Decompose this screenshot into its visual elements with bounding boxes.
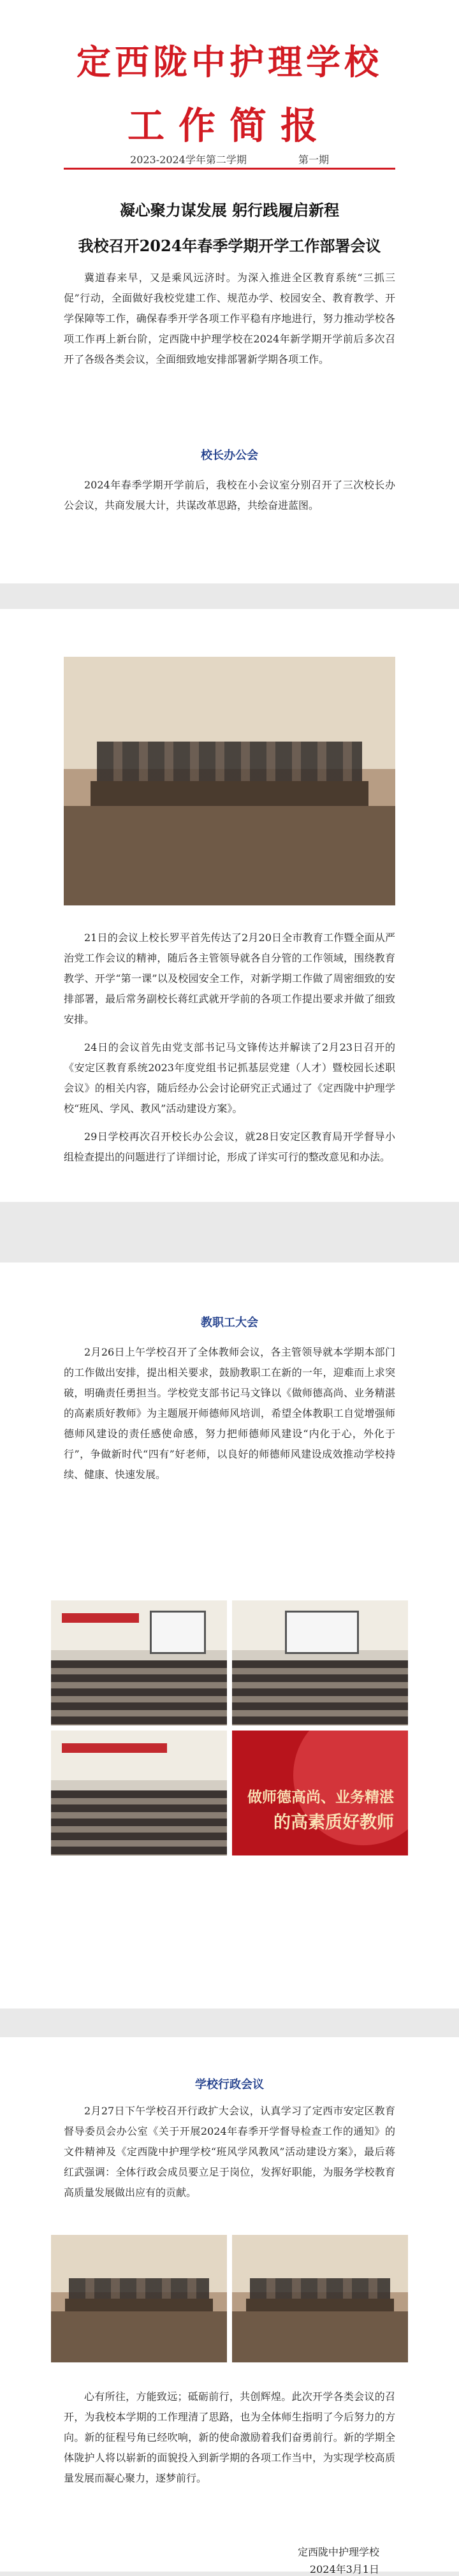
office-paragraph-4: 29日学校再次召开校长办公会议，就28日安定区教育局开学督导小组检查提出的问题进行了详细讨论，形成了详实可行的整改意见和办法。 [64, 1131, 395, 1163]
photo-audience [51, 1660, 227, 1725]
school-name: 定西陇中护理学校 [76, 41, 382, 82]
masthead-divider [64, 168, 395, 170]
photo-floor [51, 2311, 227, 2362]
office-paragraph-1: 2024年春季学期开学前后，我校在小会议室分别召开了三次校长办公会议，共商发展大计，共谋改革思路，共绘奋进蓝图。 [64, 479, 395, 511]
photo-audience [51, 1790, 227, 1855]
office-meeting-photo [64, 657, 395, 905]
photo-floor [232, 2311, 408, 2362]
banner-text-line-2: 的高素质好教师 [273, 1813, 394, 1833]
photo-banner [62, 1613, 139, 1623]
photo-screen [150, 1611, 207, 1655]
photo-banner [62, 1743, 168, 1753]
page-2 [0, 609, 459, 1202]
intro-paragraph: 冀道春来早，又是乘风远济时。为深入推进全区教育系统“三抓三促”行动，全面做好我校党建工作、规范办学、校园安全、教育教学、开学保障等工作，确保春季开学各项工作平稳有序地进行，努力推动学校各项工作再上新台阶，定西陇中护理学校在2024年新学期开学前后多次召开了各级各类会议，全面细致地安排部署新学期各项工作。 [64, 272, 395, 365]
closing-paragraph: 心有所往，方能致远；砥砺前行，共创辉煌。此次开学各类会议的召开，为我校本学期的工作理清了思路，也为全体师生指明了今后努力的方向。新的征程号角已经吹响，新的使命激励着我们奋勇前行。新的学期全体陇护人将以崭新的面貌投入到新学期的各项工作当中，为实现学校高质量发展而凝心聚力，逐梦前行。 [64, 2390, 395, 2484]
admin-paragraph-1: 2月27日下午学校召开行政扩大会议，认真学习了定西市安定区教育督导委员会办公室《关于开展2024年春季开学督导检查工作的通知》的文件精神及《定西陇中护理学校“班风学风教风”活动建设方案》，最后蒋红武强调：全体行政会成员要立足于岗位，发挥好职能，为服务学校教育高质量发展做出应有的贡献。 [64, 2105, 395, 2199]
admin-photo-1 [51, 2235, 227, 2362]
term-label: 2023-2024学年第二学期 [130, 154, 247, 166]
staff-paragraph-1: 2月26日上午学校召开了全体教师会议，各主管领导就本学期本部门的工作做出安排，提出相关要求，鼓励教职工在新的一年，迎难而上求突破，明确责任勇担当。学校党支部书记马文锋以《做师德高尚、业务精湛的高素质好教师》为主题展开师德师风培训，希望全体教职工自觉增强师德师风建设的责任感使命感，努力把师德师风建设“内化于心，外化于行”，争做新时代“四有”好老师，以良好的师德师风建设成效推动学校持续、健康、快速发展。 [64, 1346, 395, 1481]
headline-sub: 我校召开2024年春季学期开学工作部署会议 [78, 237, 381, 255]
page-1 [0, 0, 459, 583]
issue-row [0, 152, 459, 166]
page-4 [0, 2037, 459, 2575]
page-3 [0, 1262, 459, 2009]
signature-org: 定西陇中护理学校 [297, 2546, 379, 2558]
office-paragraph-2: 21日的会议上校长罗平首先传达了2月20日全市教育工作暨全面从严治党工作会议的精神，随后各主管领导就各自分管的工作领域，围绕教育教学、开学“第一课”以及校园安全工作，对新学期工作做了周密细致的安排部署，最后常务副校长蒋红武就开学前的各项工作提出要求并做了细致安排。 [64, 932, 395, 1025]
section-heading-staff: 教职工大会 [201, 1316, 258, 1329]
photo-floor [64, 806, 395, 905]
section-heading-admin: 学校行政会议 [195, 2078, 264, 2091]
section-heading-office: 校长办公会 [201, 449, 258, 462]
admin-photo-2 [232, 2235, 408, 2362]
brief-title: 工作简报 [127, 104, 332, 147]
headline-main: 凝心聚力谋发展 躬行践履启新程 [119, 201, 340, 219]
office-paragraph-3: 24日的会议首先由党支部书记马文锋传达并解读了2月23日召开的《安定区教育系统2023年度党组书记抓基层党建（人才）暨校园长述职会议》的相关内容，随后经办公会讨论研究正式通过了《定西陇中护理学校“班风、学风、教风”活动建设方案》。 [64, 1041, 395, 1115]
signature-date: 2024年3月1日 [309, 2563, 379, 2575]
banner-text-line-1: 做师德高尚、业务精湛 [247, 1789, 394, 1806]
photo-wall [51, 1731, 227, 1780]
staff-photo-1 [51, 1600, 227, 1725]
photo-audience [232, 1660, 408, 1725]
staff-photo-3 [51, 1731, 227, 1855]
issue-label: 第一期 [298, 154, 329, 166]
staff-photo-2 [232, 1600, 408, 1725]
photo-screen [285, 1611, 359, 1655]
ethics-banner-image [232, 1731, 408, 1855]
